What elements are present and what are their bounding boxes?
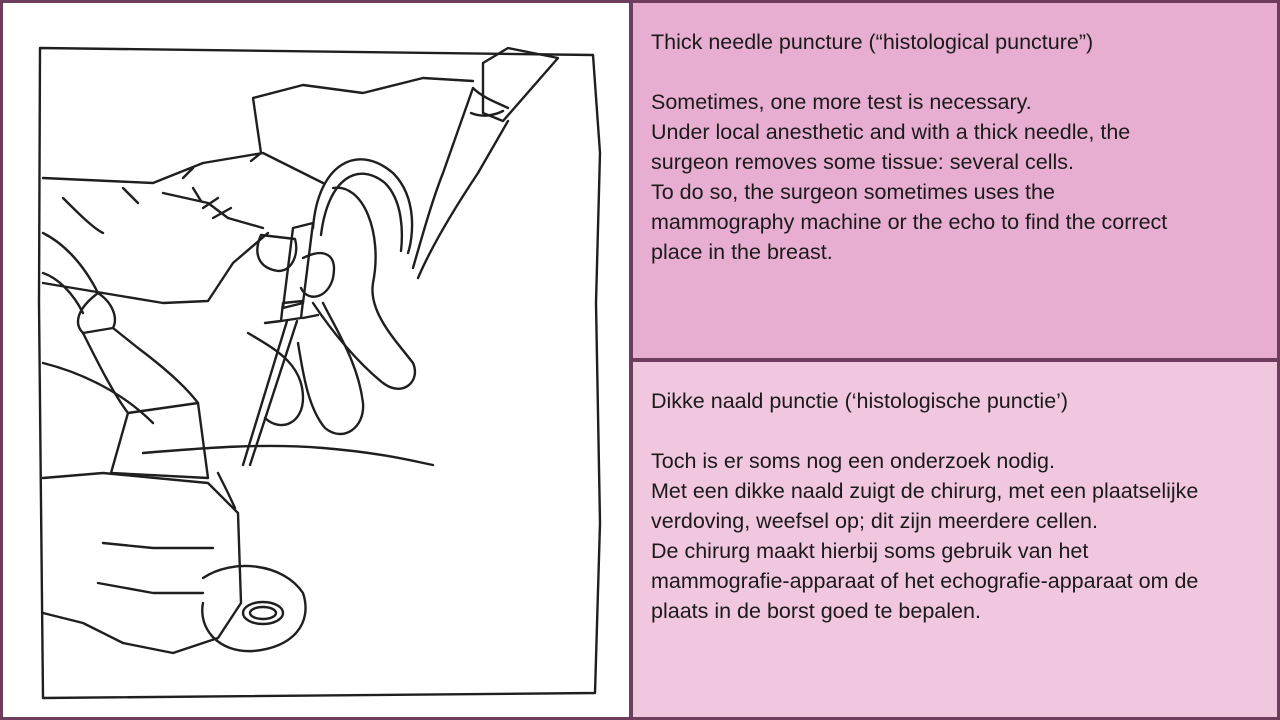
dutch-line: Met een dikke naald zuigt de chirurg, met een plaatselijke [651, 479, 1199, 503]
dutch-line: mammografie-apparaat of het echografie-apparaat om de [651, 569, 1199, 593]
english-line: Sometimes, one more test is necessary. [651, 90, 1032, 114]
body-contour [251, 78, 473, 161]
dutch-title: Dikke naald punctie (‘histologische punctie’) [651, 389, 1069, 413]
english-text-panel [633, 3, 1277, 358]
dutch-line: plaats in de borst goed te bepalen. [651, 599, 981, 623]
echo-probe-handle [43, 233, 115, 333]
dutch-line: De chirurg maakt hierbij soms gebruik van het [651, 539, 1089, 563]
dutch-line: verdoving, weefsel op; dit zijn meerdere cellen. [651, 509, 1098, 533]
back-hand [43, 153, 323, 303]
needle-biopsy-drawing-icon [3, 3, 629, 717]
english-line: surgeon removes some tissue: several cells. [651, 150, 1075, 174]
dutch-line: Toch is er soms nog een onderzoek nodig. [651, 449, 1055, 473]
english-line: place in the breast. [651, 240, 833, 264]
needle-biopsy-illustration [3, 3, 629, 717]
english-line: Under local anesthetic and with a thick needle, the [651, 120, 1131, 144]
lower-hand [43, 473, 241, 653]
breast-contour [43, 363, 433, 465]
english-line: mammography machine or the echo to find the correct [651, 210, 1168, 234]
fingers [301, 188, 415, 389]
drawing-border [39, 48, 600, 698]
needle [243, 321, 297, 465]
dutch-text-panel [633, 362, 1277, 717]
echo-probe-top [483, 48, 558, 121]
english-line: To do so, the surgeon sometimes uses the [651, 180, 1055, 204]
english-title: Thick needle puncture (“histological puncture”) [651, 30, 1094, 54]
